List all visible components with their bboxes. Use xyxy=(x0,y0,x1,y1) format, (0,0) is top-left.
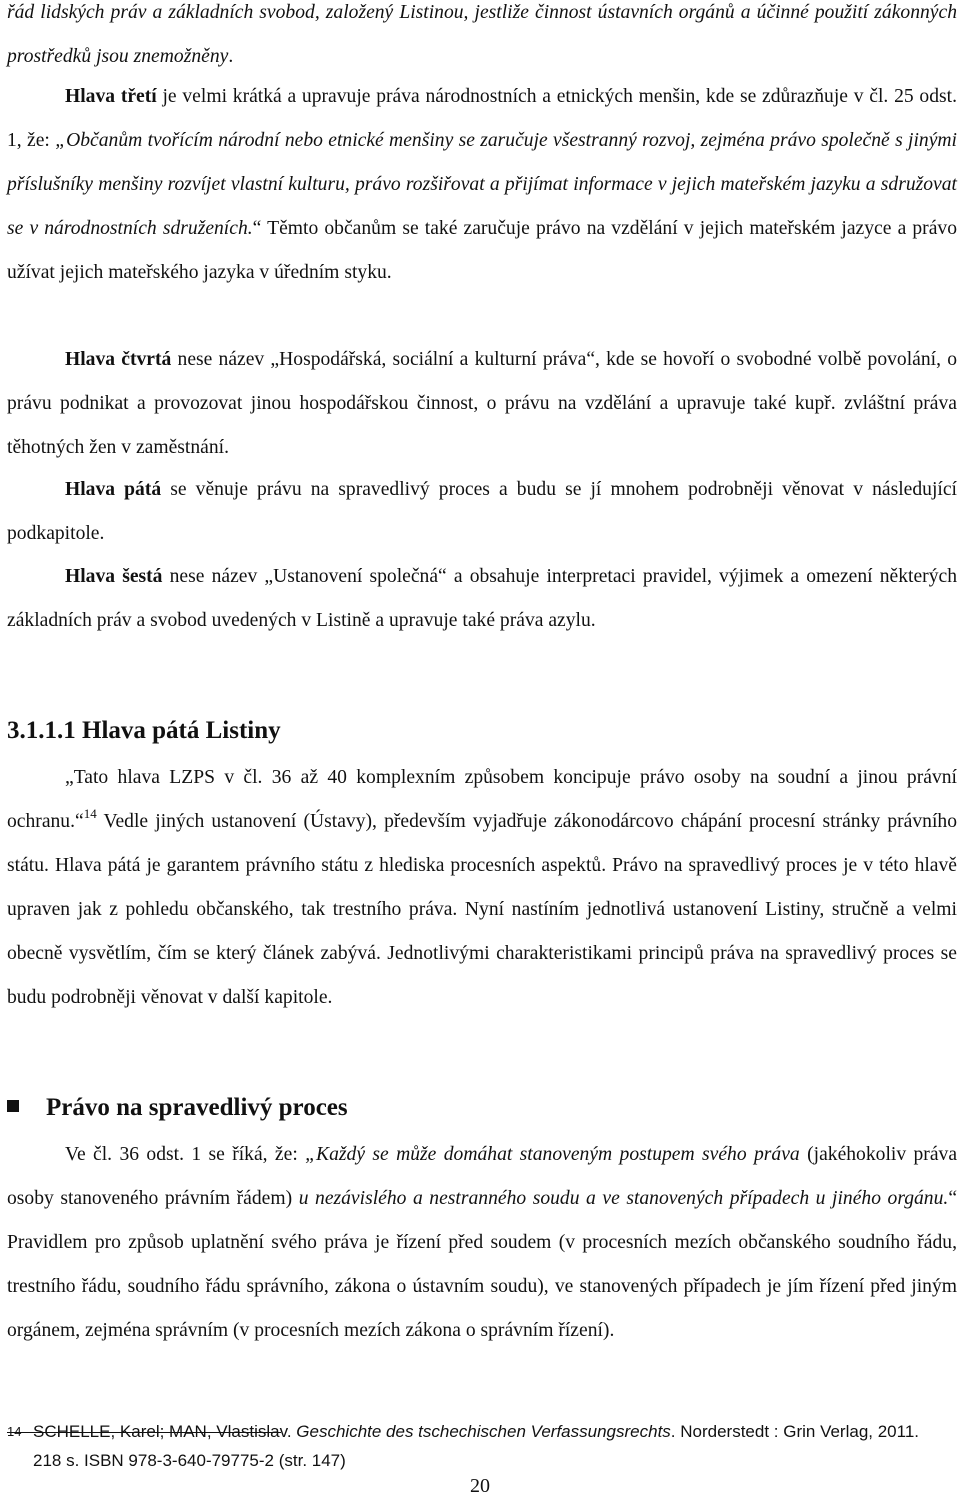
paragraph-pravo-na-proces xyxy=(7,1133,957,1353)
hlava-sesta-text: nese název „Ustanovení společná“ a obsahuje interpretaci pravidel, výjimek a omezení některých základních práv a svobod uvedených v Listině a upravuje také práva azylu. xyxy=(7,566,957,631)
article-36-intro: Ve čl. 36 odst. 1 se říká, že: xyxy=(65,1144,306,1165)
lzps-quote: „Tato hlava LZPS v čl. 36 až 40 komplexním způsobem koncipuje právo osoby na soudní a jinou právní ochranu.“ xyxy=(7,767,957,832)
footnote-text xyxy=(33,1417,947,1475)
footnote xyxy=(7,1417,947,1475)
paragraph-hlava-sesta xyxy=(7,555,957,643)
footnote-ref[interactable]: 14 xyxy=(83,806,97,821)
hlava-sesta-label: Hlava šestá xyxy=(65,566,163,587)
paragraph-hlava-ctvrta xyxy=(7,338,957,470)
article-36-paren: (jakéhokoliv práva osoby stanoveného právním řádem) xyxy=(7,1144,958,1209)
footnote-authors: SCHELLE, Karel; MAN, Vlastislav. xyxy=(33,1422,297,1441)
footnote-title: Geschichte des tschechischen Verfassungsrechts xyxy=(296,1422,671,1441)
square-bullet-icon xyxy=(7,1100,19,1112)
continuation-italic: řád lidských práv a základních svobod, založený Listinou, jestliže činnost ústavních orgánů a účinné použití zákonných prostředků jsou znemožněny xyxy=(7,2,957,67)
page-number: 20 xyxy=(470,1475,490,1497)
hlava-treti-text-2: “ Těmto občanům se také zaručuje právo na vzdělání v jejich mateřském jazyce a právo užívat jejich mateřského jazyka v úředním styku. xyxy=(7,218,957,283)
hlava-treti-quote: „Občanům tvořícím národní nebo etnické menšiny se zaručuje všestranný rozvoj, zejména právo společně s jinými příslušníky menšiny rozvíjet vlastní kulturu, právo rozšiřovat a přijímat informace v jejich mateřském jazyku a sdružovat se v národnostních sdruženích. xyxy=(7,130,957,239)
subsection-heading xyxy=(7,1093,348,1123)
footnote-publisher: . Norderstedt : Grin Verlag, 2011. 218 s. ISBN 978-3-640-79775-2 (str. 147) xyxy=(33,1422,919,1470)
subsection-heading-text: Právo na spravedlivý proces xyxy=(46,1094,348,1121)
hlava-treti-label: Hlava třetí xyxy=(65,86,157,107)
article-36-quote-1: „Každý se může domáhat stanoveným postupem svého práva xyxy=(305,1144,800,1165)
continuation-end: . xyxy=(228,46,234,67)
paragraph-hlava-treti xyxy=(7,75,957,295)
lzps-text: Vedle jiných ustanovení (Ústavy), především vyjadřuje zákonodárcovo chápání procesní stránky právního státu. Hlava pátá je garantem právního státu z hlediska procesních aspektů. Právo na spravedlivý proces je v této hlavě upraven jak z pohledu občanského, tak trestního práva. Nyní nastíním jednotlivá ustanovení Listiny, stručně a velmi obecně vysvětlím, čím se který článek zabývá. Jednotlivými charakteristikami principů práva na spravedlivý proces se budu podrobněji věnovat v další kapitole. xyxy=(7,811,957,1008)
hlava-treti-text: je velmi krátká a upravuje práva národnostních a etnických menšin, kde se zdůrazňuje v čl. 25 odst. 1, že: xyxy=(7,86,957,151)
paragraph-hlava-pata-listiny xyxy=(7,756,957,1020)
hlava-ctvrta-text: nese název „Hospodářská, sociální a kulturní práva“, kde se hovoří o svobodné volbě povolání, o právu podnikat a provozovat jinou hospodářskou činnost, o právu na vzdělání a upravuje také kupř. zvláštní práva těhotných žen v zaměstnání. xyxy=(7,349,957,458)
paragraph-continuation xyxy=(7,0,957,79)
paragraph-hlava-pata xyxy=(7,468,957,556)
footnote-number: 14 xyxy=(7,1424,22,1439)
hlava-pata-text: se věnuje právu na spravedlivý proces a budu se jí mnohem podrobněji věnovat v následující podkapitole. xyxy=(7,479,957,544)
article-36-text: “ Pravidlem pro způsob uplatnění svého práva je řízení před soudem (v procesních mezích občanského soudního řádu, trestního řádu, soudního řádu správního, zákona o ústavním soudu), ve stanovených případech je jím řízení před jiným orgánem, zejména správním (v procesních mezích zákona o správním řízení). xyxy=(7,1188,958,1341)
article-36-quote-2: u nezávislého a nestranného soudu a ve stanovených případech u jiného orgánu. xyxy=(298,1188,949,1209)
hlava-pata-label: Hlava pátá xyxy=(65,479,162,500)
hlava-ctvrta-label: Hlava čtvrtá xyxy=(65,349,172,370)
section-heading: 3.1.1.1 Hlava pátá Listiny xyxy=(7,717,281,744)
